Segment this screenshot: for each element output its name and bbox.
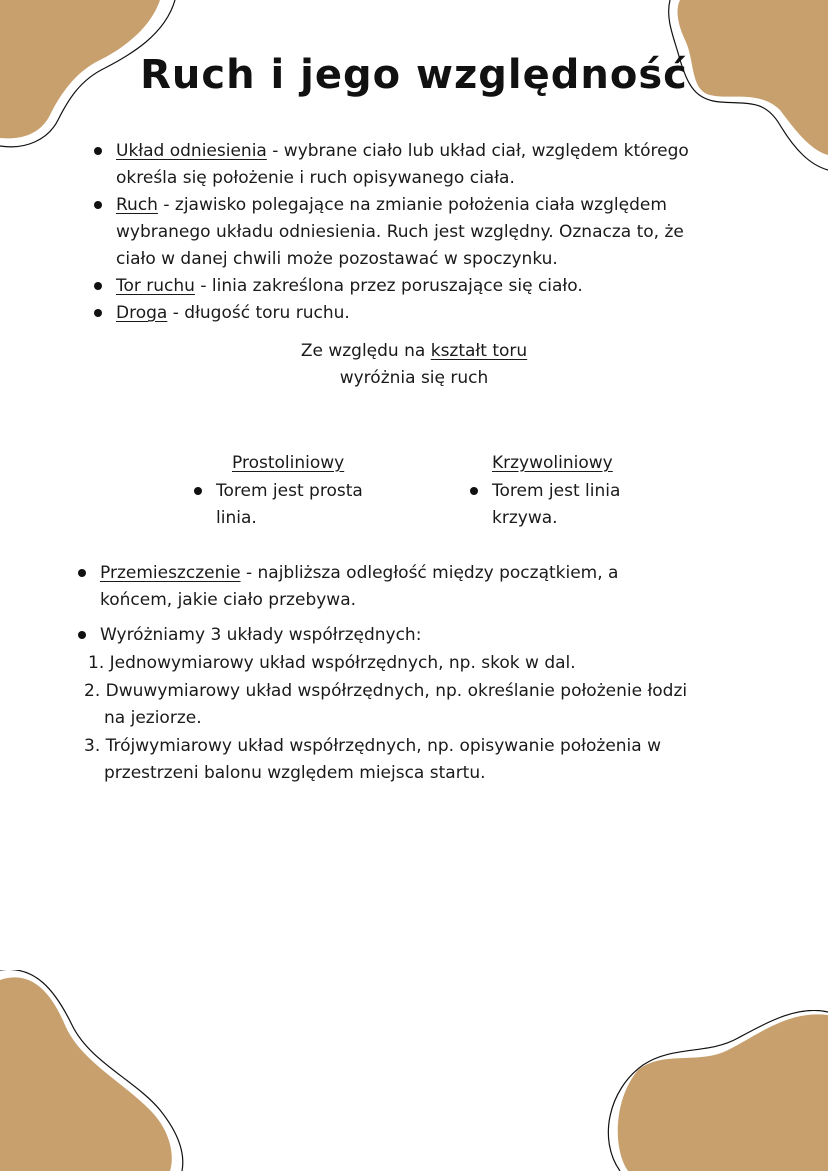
- definition-text: długość toru ruchu.: [184, 303, 350, 323]
- item-number: 1.: [88, 653, 105, 673]
- motion-type-desc: Torem jest prosta: [216, 478, 363, 504]
- definition-tor-ruchu: [116, 273, 583, 299]
- definition-term: Ruch: [116, 195, 158, 215]
- definition-droga: [116, 300, 350, 326]
- item-text-line: przestrzeni balonu względem miejsca startu.: [104, 763, 486, 783]
- item-number: 2.: [84, 681, 101, 701]
- definition-line: ciało w danej chwili może pozostawać w spoczynku.: [116, 249, 558, 269]
- shape-heading: [0, 338, 828, 364]
- definition-term: Droga: [116, 303, 168, 323]
- definition-text: zjawisko polegające na zmianie położenia ciała względem: [174, 195, 667, 215]
- page-title: Ruch i jego względność: [140, 52, 688, 98]
- systems-item-1: [88, 650, 576, 676]
- shape-subheading: wyróżnia się ruch: [339, 368, 489, 388]
- systems-item-2: [84, 678, 687, 704]
- dash: -: [163, 195, 175, 215]
- dash: -: [245, 563, 258, 583]
- definition-term: Tor ruchu: [116, 276, 195, 296]
- dash: -: [200, 276, 212, 296]
- shape-prefix: Ze względu na: [300, 341, 426, 361]
- systems-item-3: [84, 733, 661, 759]
- dash: -: [272, 141, 284, 161]
- definition-przemieszczenie: [100, 560, 618, 586]
- definition-text: wybrane ciało lub układ ciał, względem którego: [283, 141, 689, 161]
- definition-ruch: [116, 192, 667, 218]
- item-text: Trójwymiarowy układ współrzędnych, np. opisywanie położenia w: [105, 736, 662, 756]
- systems-intro: Wyróżniamy 3 układy współrzędnych:: [100, 622, 421, 648]
- motion-type-name: Krzywoliniowy: [492, 453, 613, 473]
- motion-type-desc-line: linia.: [216, 508, 257, 528]
- item-text: Dwuwymiarowy układ współrzędnych, np. określanie położenie łodzi: [105, 681, 688, 701]
- motion-type-desc-line: krzywa.: [492, 508, 558, 528]
- definition-uklad-odniesienia: [116, 138, 689, 164]
- motion-type-name: Prostoliniowy: [232, 453, 345, 473]
- item-text: Jednowymiarowy układ współrzędnych, np. skok w dal.: [109, 653, 576, 673]
- definition-term: Układ odniesienia: [116, 141, 267, 161]
- definition-text: najbliższa odległość między początkiem, a: [257, 563, 619, 583]
- motion-type-desc: Torem jest linia: [492, 478, 620, 504]
- definition-term: Przemieszczenie: [100, 563, 241, 583]
- definition-text: linia zakreślona przez poruszające się ciało.: [211, 276, 583, 296]
- item-text-line: na jeziorze.: [104, 708, 202, 728]
- item-number: 3.: [84, 736, 101, 756]
- definition-line: końcem, jakie ciało przebywa.: [100, 590, 357, 610]
- definition-line: wybranego układu odniesienia. Ruch jest względny. Oznacza to, że: [116, 222, 684, 242]
- shape-term: kształt toru: [430, 341, 528, 361]
- dash: -: [172, 303, 185, 323]
- definition-line: określa się położenie i ruch opisywanego ciała.: [116, 168, 515, 188]
